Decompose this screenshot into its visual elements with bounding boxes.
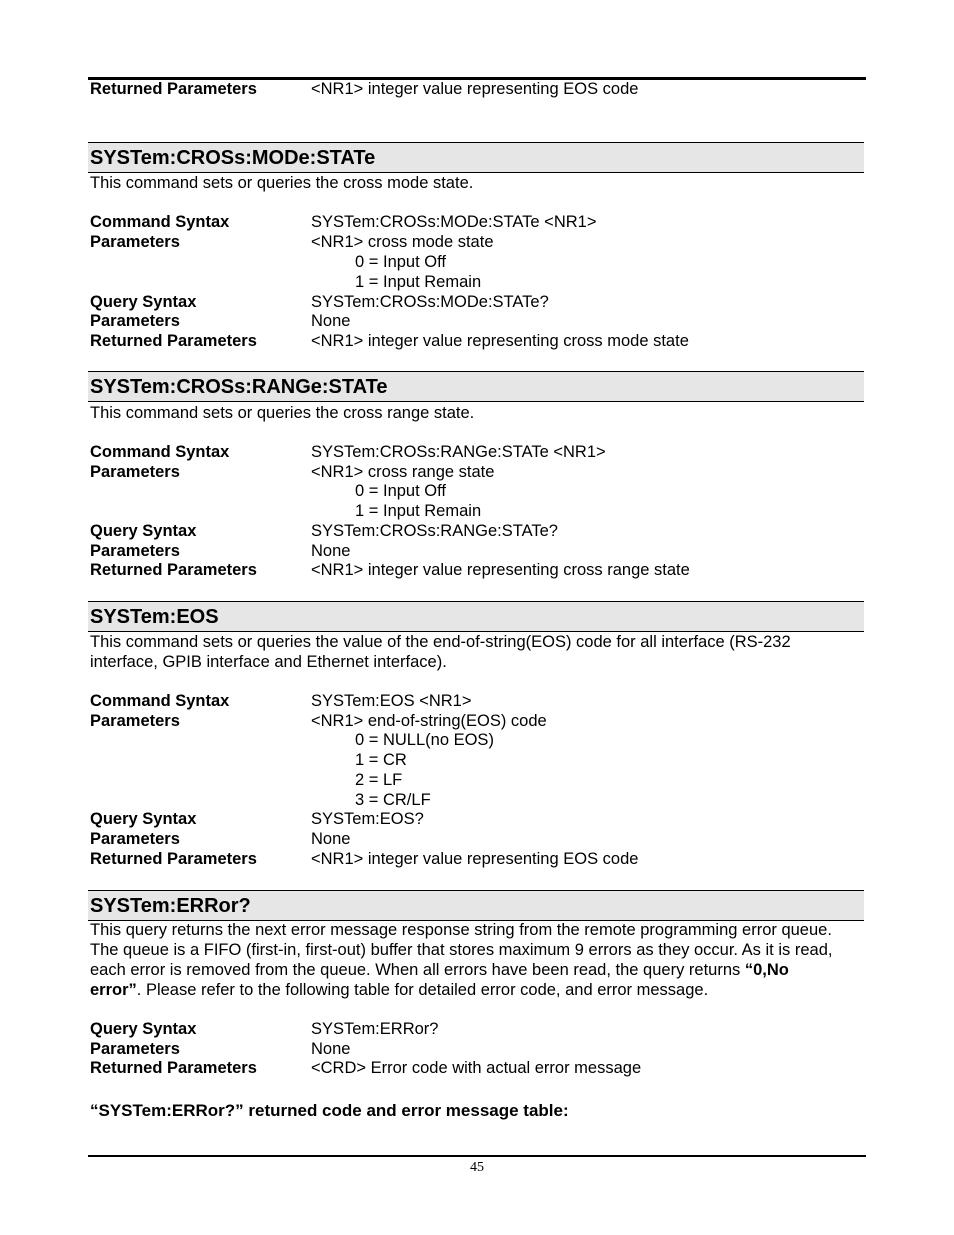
parameter-option: 0 = NULL(no EOS) [355, 731, 494, 749]
description-text: each error is removed from the queue. When all errors have been read, the query returns [90, 961, 745, 979]
returned-parameters-label: Returned Parameters [90, 332, 257, 350]
section-description [90, 960, 866, 980]
query-parameters-label: Parameters [90, 312, 180, 330]
parameter-option: 0 = Input Off [355, 482, 446, 500]
query-syntax-value: SYSTem:CROSs:RANGe:STATe? [311, 522, 558, 540]
query-parameters-value: None [311, 830, 351, 848]
query-parameters-value: None [311, 312, 351, 330]
query-syntax-label: Query Syntax [90, 1020, 197, 1038]
parameter-option: 0 = Input Off [355, 253, 446, 271]
table-caption: “SYSTem:ERRor?” returned code and error message table: [90, 1101, 569, 1120]
section-title: SYSTem:ERRor? [90, 895, 251, 917]
section-heading-eos [88, 601, 864, 632]
section-description: This command sets or queries the value of the end-of-string(EOS) code for all interface (RS-232 [90, 633, 791, 651]
command-syntax-value: SYSTem:CROSs:MODe:STATe <NR1> [311, 213, 597, 231]
parameter-option: 2 = LF [355, 771, 403, 789]
bottom-rule [88, 1155, 866, 1157]
section-description: This query returns the next error message response string from the remote programming error queue. [90, 921, 832, 939]
page-number: 45 [470, 1160, 484, 1175]
returned-parameters-value: <NR1> integer value representing cross mode state [311, 332, 689, 350]
section-description [90, 980, 866, 1000]
query-syntax-value: SYSTem:CROSs:MODe:STATe? [311, 293, 549, 311]
section-title: SYSTem:EOS [90, 606, 219, 628]
parameter-option: 1 = CR [355, 751, 407, 769]
parameter-option: 1 = Input Remain [355, 273, 482, 291]
description-emphasis: error” [90, 981, 137, 999]
section-description: The queue is a FIFO (first-in, first-out) buffer that stores maximum 9 errors as they occur. As it is read, [90, 941, 833, 959]
section-description: This command sets or queries the cross range state. [90, 404, 475, 422]
section-title: SYSTem:CROSs:RANGe:STATe [90, 376, 388, 398]
query-syntax-value: SYSTem:ERRor? [311, 1020, 439, 1038]
section-description: This command sets or queries the cross mode state. [90, 174, 474, 192]
returned-parameters-value: <NR1> integer value representing EOS code [311, 850, 639, 868]
returned-parameters-label: Returned Parameters [90, 850, 257, 868]
description-text: . Please refer to the following table for detailed error code, and error message. [136, 981, 709, 999]
returned-parameters-label: Returned Parameters [90, 1059, 257, 1077]
section-description: interface, GPIB interface and Ethernet interface). [90, 653, 447, 671]
query-syntax-value: SYSTem:EOS? [311, 810, 424, 828]
description-emphasis: “0,No [744, 961, 789, 979]
query-parameters-value: None [311, 1040, 351, 1058]
query-parameters-label: Parameters [90, 1040, 180, 1058]
parameters-value: <NR1> cross mode state [311, 233, 494, 251]
parameters-value: <NR1> end-of-string(EOS) code [311, 712, 547, 730]
returned-parameters-value: <NR1> integer value representing EOS code [311, 80, 639, 98]
command-syntax-value: SYSTem:CROSs:RANGe:STATe <NR1> [311, 443, 606, 461]
query-parameters-label: Parameters [90, 542, 180, 560]
section-title: SYSTem:CROSs:MODe:STATe [90, 147, 376, 169]
parameters-value: <NR1> cross range state [311, 463, 495, 481]
section-heading-cross-mode [88, 142, 864, 173]
parameters-label: Parameters [90, 712, 180, 730]
returned-parameters-value: <CRD> Error code with actual error message [311, 1059, 642, 1077]
query-parameters-label: Parameters [90, 830, 180, 848]
command-syntax-label: Command Syntax [90, 213, 230, 231]
returned-parameters-label: Returned Parameters [90, 80, 257, 98]
query-parameters-value: None [311, 542, 351, 560]
section-heading-error [88, 890, 864, 921]
parameter-option: 1 = Input Remain [355, 502, 482, 520]
command-syntax-label: Command Syntax [90, 443, 230, 461]
returned-parameters-label: Returned Parameters [90, 561, 257, 579]
parameters-label: Parameters [90, 233, 180, 251]
returned-parameters-value: <NR1> integer value representing cross range state [311, 561, 690, 579]
command-syntax-value: SYSTem:EOS <NR1> [311, 692, 472, 710]
parameter-option: 3 = CR/LF [355, 791, 431, 809]
section-heading-cross-range [88, 371, 864, 402]
query-syntax-label: Query Syntax [90, 810, 197, 828]
command-syntax-label: Command Syntax [90, 692, 230, 710]
parameters-label: Parameters [90, 463, 180, 481]
query-syntax-label: Query Syntax [90, 522, 197, 540]
query-syntax-label: Query Syntax [90, 293, 197, 311]
